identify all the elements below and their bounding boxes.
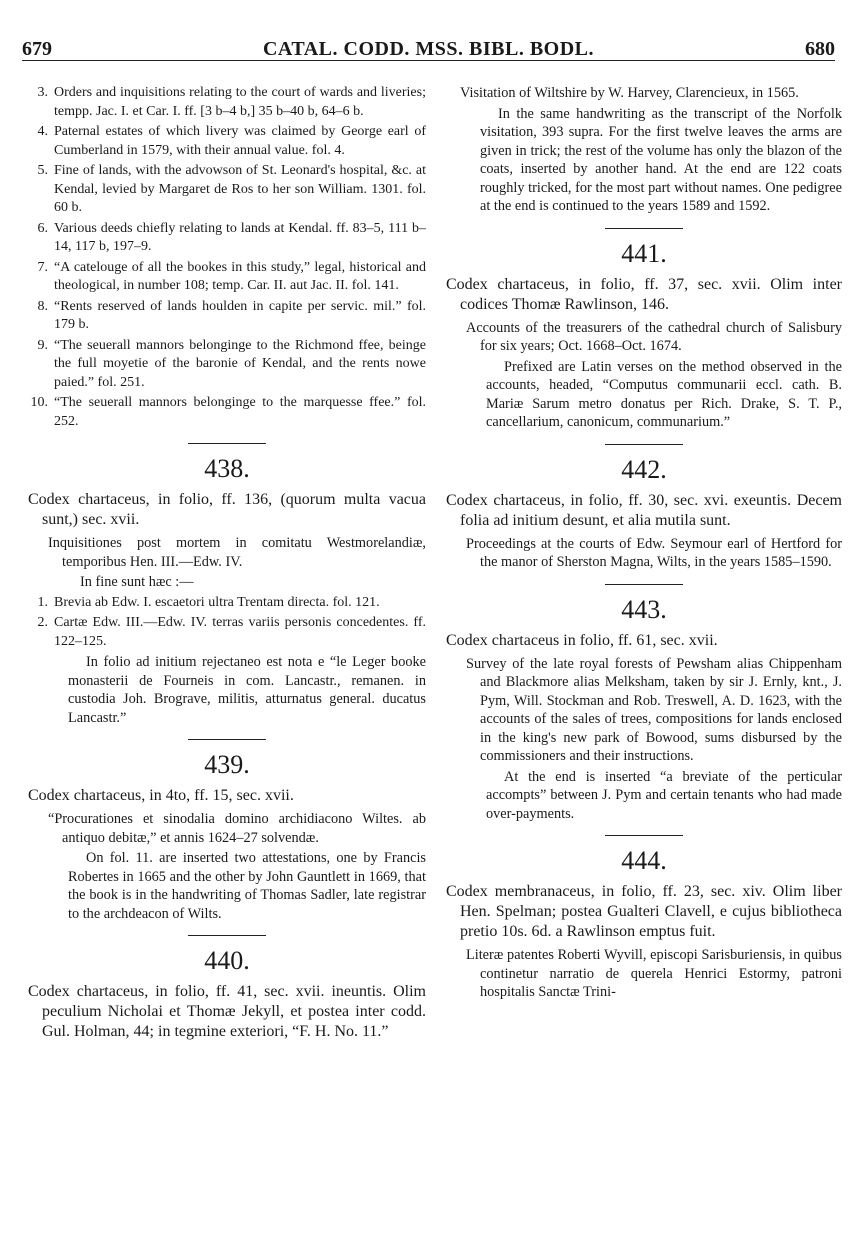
item-number: 10. [30,395,48,410]
contents-description: Proceedings at the courts of Edw. Seymour earl of Hertford for the manor of Sherston Magna, Wilts, in the years 1585–1590. [466,535,842,570]
note-paragraph: Prefixed are Latin verses on the method observed in the accounts, headed, “Computus communarii eccl. cath. B. Mariæ Sarum metro donatus per Rich. Drake, S. T. P., cancellarium, canonicum, communarium.” [486,358,842,430]
entry-divider [605,228,683,229]
item-number: 1. [37,594,48,610]
contents-description: Survey of the late royal forests of Pewsham alias Chippenham and Blackmore alias Melksham, taken by sir J. Ernly, knt., J. Pym, Will. Stockman and Rob. Treswell, A. D. 1623, with the accounts of the sales of trees, compositions for lands enclosed in the king's new park of Bowood, sums disbursed by the commissioners and their instructions. [466,655,842,764]
codex-description: Codex chartaceus, in folio, ff. 37, sec. xvii. Olim inter codices Thomæ Rawlinson, 146. [446,275,842,313]
note-paragraph: On fol. 11. are inserted two attestations, one by Francis Robertes in 1665 and the other by John Gauntlett in 1669, that the book is in the handwriting of Thomas Sadler, late registrar to the archdeacon of Wilts. [68,850,426,922]
item-text: “The seuerall mannors belonginge to the marquesse ffee.” fol. 252. [54,395,426,429]
codex-description: Codex chartaceus, in 4to, ff. 15, sec. xvii. [28,787,294,804]
entry-number-439: 439. [204,750,250,779]
codex-description: Codex chartaceus in folio, ff. 61, sec. xvii. [446,631,718,649]
item-number: 4. [37,124,48,139]
right-column [446,84,842,1004]
item-number: 3. [37,85,48,100]
item-list [28,84,426,431]
note-paragraph: At the end is inserted “a breviate of the perticular accompts” between J. Pym and certain tenants who had made over-payments. [486,768,842,822]
entry-number-441: 441. [621,238,667,268]
item-text: Cartæ Edw. III.—Edw. IV. terras variis personis concedentes. ff. 122–125. [54,615,426,649]
list-item [28,337,426,393]
item-text: Orders and inquisitions relating to the court of wards and liveries; tempp. Jac. I. et Car. I. ff. [3 b–4 b,] 35 b–40 b, 64–6 b. [54,85,426,119]
item-text: Paternal estates of which livery was claimed by George earl of Cumberland in 1579, with their annual value. fol. 4. [54,124,426,158]
running-title: CATAL. CODD. MSS. BIBL. BODL. [262,38,595,60]
note-paragraph: In the same handwriting as the transcript of the Norfolk visitation, 393 supra. For the first twelve leaves the arms are given in trick; the rest of the volume has only the blazon of the coats, inserted by another hand. At the end are 122 coats roughly tricked, for the most part without names. One pedigree at the end is continued to the years 1589 and 1592. [480,105,842,214]
codex-description: Codex chartaceus, in folio, ff. 136, (quorum multa vacua sunt,) sec. xvii. [28,491,426,528]
entry-divider [188,443,266,444]
codex-description: Codex membranaceus, in folio, ff. 23, sec. xiv. Olim liber Hen. Spelman; postea Gualteri Clavell, e cujus bibliotheca pretio 10s. 6d. a Rawlinson emptus fuit. [446,883,842,940]
item-text: “A catelouge of all the bookes in this study,” legal, historical and theological, in number 108; temp. Car. II. aut Jac. II. fol. 141. [54,259,426,293]
entry-divider [188,935,266,936]
left-column [28,84,426,1046]
entry-number-440: 440. [204,946,250,975]
item-list [28,594,426,652]
item-number: 9. [37,337,48,353]
entry-divider [605,835,683,836]
page-header [22,20,835,61]
list-item [28,259,426,296]
item-text: Various deeds chiefly relating to lands at Kendal. ff. 83–5, 111 b–14, 117 b, 197–9. [54,220,426,254]
codex-description: Codex chartaceus, in folio, ff. 41, sec. xvii. ineuntis. Olim peculium Nicholai et Thomæ Jekyll, et postea inter codd. Gul. Holman, 44; in tegmine exteriori, “F. H. No. 11.” [28,983,426,1040]
list-item [28,614,426,651]
codex-description: Codex chartaceus, in folio, ff. 30, sec. xvi. exeuntis. Decem folia ad initium desunt, et alia mutila sunt. [446,491,842,529]
entry-divider [605,444,683,445]
item-number: 8. [37,298,48,314]
in-fine-heading: In fine sunt hæc :— [80,574,194,590]
item-text: “The seuerall mannors belonginge to the Richmond ffee, beinge the full moyetie of the baronie of Kendal, and the rents nowe paied.” fol. 251. [54,337,426,390]
item-number: 5. [37,163,48,178]
entry-number-443: 443. [621,594,667,624]
item-number: 7. [37,259,48,275]
right-page-number: 680 [805,38,835,60]
list-item [28,394,426,431]
item-text: “Rents reserved of lands houlden in capite per servic. mil.” fol. 179 b. [54,298,426,332]
item-text: Brevia ab Edw. I. escaetori ultra Trentam directa. fol. 121. [54,594,380,610]
list-item [28,220,426,257]
entry-number-438: 438. [204,454,250,483]
list-item [28,594,426,613]
continued-description: Visitation of Wiltshire by W. Harvey, Clarencieux, in 1565. [460,85,799,101]
item-number: 6. [37,220,48,236]
left-page-number: 679 [22,38,52,60]
entry-divider [605,584,683,585]
contents-description: “Procurationes et sinodalia domino archidiacono Wiltes. ab antiquo debitæ,” et annis 1624–27 solvendæ. [48,811,426,846]
contents-description: Literæ patentes Roberti Wyvill, episcopi Sarisburiensis, in quibus continetur narratio de querela Henrici Estormy, patroni hospitalis Sanctæ Trini- [466,947,842,1000]
note-paragraph: In folio ad initium rejectaneo est nota e “le Leger booke monasterii de Fourneis in com. Lancastr., remanen. in custodia Joh. Brograve, militis, atturnatus general. ducatus Lancastr.” [68,654,426,726]
entry-divider [188,739,266,740]
entry-number-442: 442. [621,454,667,484]
item-text: Fine of lands, with the advowson of St. Leonard's hospital, &c. at Kendal, levied by Margaret de Ros to her son William. 1301. fol. 60 b. [54,163,426,215]
contents-description: Inquisitiones post mortem in comitatu Westmorelandiæ, temporibus Hen. III.—Edw. IV. [48,535,426,570]
list-item [28,123,426,160]
entry-number-444: 444. [621,846,667,875]
list-item [28,162,426,218]
contents-description: Accounts of the treasurers of the cathedral church of Salisbury for six years; Oct. 1668–Oct. 1674. [466,319,842,354]
list-item [28,298,426,335]
item-number: 2. [37,615,48,630]
list-item [28,84,426,121]
